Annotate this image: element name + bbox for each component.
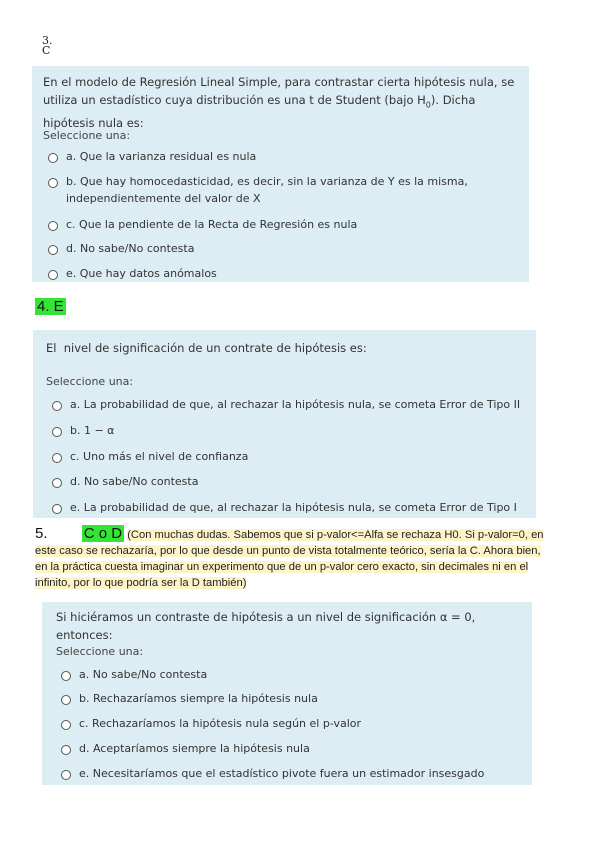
radio-button[interactable] <box>48 221 58 231</box>
question-5-header <box>35 526 555 591</box>
question-4-option-d[interactable]: d. No sabe/No contesta <box>52 475 532 488</box>
question-4-option-c[interactable]: c. Uno más el nivel de confianza <box>52 450 532 463</box>
question-3-option-e[interactable]: e. Que hay datos anómalos <box>48 267 518 280</box>
question-3-select-label: Seleccione una: <box>43 129 131 142</box>
question-4-select-label: Seleccione una: <box>46 375 134 388</box>
question-5-answer-label: C o D <box>83 525 123 542</box>
radio-button[interactable] <box>48 153 58 163</box>
radio-button[interactable] <box>48 245 58 255</box>
question-5-note: (Con muchas dudas. Sabemos que si p-valor<=Alfa se rechaza H0. Si p-valor=0, en este caso se rechazaría, por lo que desde un punto de vista totalmente teórico, sería la C. Ahora bien, en la práctica cuesta imaginar un experimento que de un p-valor cero exacto, sin decimales ni en el infinito, por lo que podría ser la D también) <box>35 529 544 589</box>
radio-button[interactable] <box>52 427 62 437</box>
h0-subscript: 0 <box>425 100 431 110</box>
question-3-number <box>42 36 53 56</box>
question-5-number: 5. <box>35 525 48 542</box>
radio-button[interactable] <box>52 478 62 488</box>
question-5-option-e[interactable]: e. Necesitaríamos que el estadístico pivote fuera un estimador insesgado <box>61 767 526 780</box>
question-3-option-b[interactable]: b. Que hay homocedasticidad, es decir, sin la varianza de Y es la misma, independientemente del valor de X <box>48 175 508 207</box>
question-3-number-digit: 3. <box>42 34 53 47</box>
question-4-text: El nivel de significación de un contrate de hipótesis es: <box>46 341 367 355</box>
question-4-option-a[interactable]: a. La probabilidad de que, al rechazar la hipótesis nula, se cometa Error de Tipo II <box>52 398 532 411</box>
radio-button[interactable] <box>52 504 62 514</box>
radio-button[interactable] <box>52 453 62 463</box>
question-4-option-e[interactable]: e. La probabilidad de que, al rechazar la hipótesis nula, se cometa Error de Tipo I <box>52 501 532 514</box>
question-3-option-d[interactable]: d. No sabe/No contesta <box>48 242 518 255</box>
question-3-answer-letter: C <box>42 44 51 57</box>
question-5-text: Si hiciéramos un contraste de hipótesis a un nivel de significación α = 0, entonces: <box>56 610 476 642</box>
question-4-answer-label: 4. E <box>37 298 64 315</box>
radio-button[interactable] <box>61 695 71 705</box>
question-5-option-b[interactable]: b. Rechazaríamos siempre la hipótesis nula <box>61 692 521 705</box>
radio-button[interactable] <box>61 671 71 681</box>
question-4-option-b[interactable]: b. 1 − α <box>52 424 532 437</box>
radio-button[interactable] <box>61 770 71 780</box>
question-3-option-c[interactable]: c. Que la pendiente de la Recta de Regresión es nula <box>48 218 518 231</box>
question-3-text: En el modelo de Regresión Lineal Simple, para contrastar cierta hipótesis nula, se utiliza un estadístico cuya distribución es una t de Student (bajo $H_0$). Dicha hipótesis nula es: <box>43 75 515 131</box>
question-5-select-label: Seleccione una: <box>56 645 144 658</box>
radio-button[interactable] <box>52 401 62 411</box>
question-5-option-a[interactable]: a. No sabe/No contesta <box>61 668 521 681</box>
radio-button[interactable] <box>48 178 58 188</box>
question-5-option-d[interactable]: d. Aceptaríamos siempre la hipótesis nula <box>61 742 521 755</box>
radio-button[interactable] <box>48 270 58 280</box>
question-5-option-c[interactable]: c. Rechazaríamos la hipótesis nula según el p-valor <box>61 717 521 730</box>
radio-button[interactable] <box>61 720 71 730</box>
question-3-option-a[interactable]: a. Que la varianza residual es nula <box>48 150 518 163</box>
radio-button[interactable] <box>61 745 71 755</box>
